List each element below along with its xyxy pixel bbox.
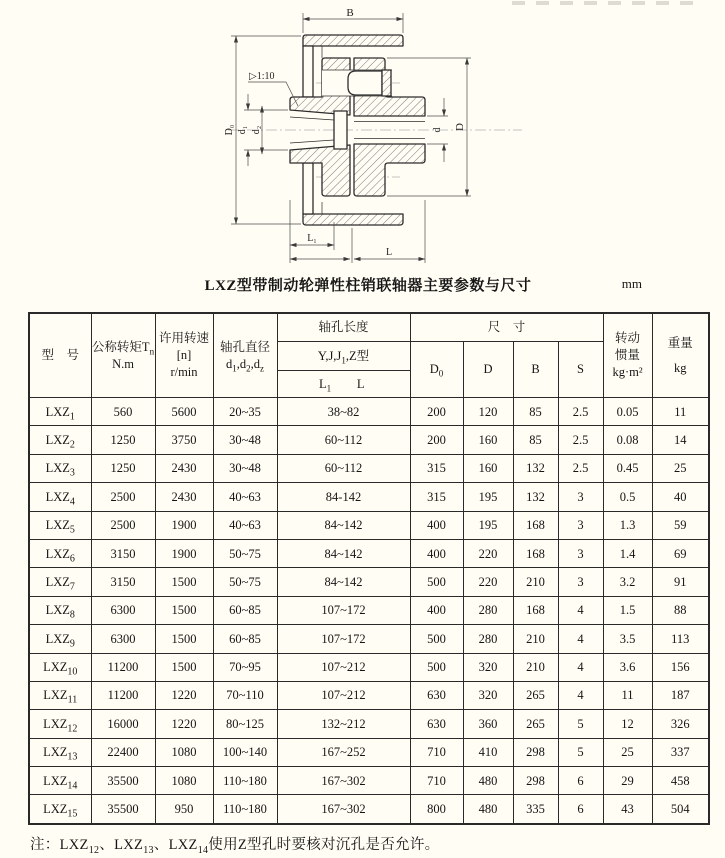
footnote: 注：$LXZ_{12}$、$LXZ_{13}$、$LXZ_{14}$使用Z型孔时要核对沉孔是否允许。 xyxy=(30,837,440,856)
cell-weight: 504 xyxy=(652,795,709,824)
cell-torque: 16000 xyxy=(91,710,155,738)
cell-D0: 500 xyxy=(410,568,463,596)
S-label: S xyxy=(577,362,584,377)
right-hub-bottom-section xyxy=(354,144,425,196)
L1-label: $L_1$ xyxy=(318,376,332,394)
cell-inertia: 11 xyxy=(603,681,652,709)
cell-model: $LXZ_{12}$ xyxy=(29,710,91,738)
cell-torque: 11200 xyxy=(91,681,155,709)
B-label: B xyxy=(531,362,540,377)
page-title: LXZ型带制动轮弹性柱销联轴器主要参数与尺寸 xyxy=(204,278,532,294)
cell-torque: 1250 xyxy=(91,426,155,454)
cell-D: 195 xyxy=(463,483,513,511)
cell-S: 2.5 xyxy=(558,426,603,454)
cell-model: $LXZ_5$ xyxy=(29,511,91,539)
cell-D0: 315 xyxy=(410,454,463,482)
taper-bore-inner-top xyxy=(290,117,334,120)
cell-model: $LXZ_{13}$ xyxy=(29,738,91,766)
cell-speed: 3750 xyxy=(155,426,213,454)
cell-S: 4 xyxy=(558,596,603,624)
cell-bore-length: 84~142 xyxy=(277,539,410,567)
cell-inertia: 25 xyxy=(603,738,652,766)
cell-B: 210 xyxy=(513,568,558,596)
cell-B: 168 xyxy=(513,511,558,539)
cell-weight: 458 xyxy=(652,767,709,795)
cell-D0: 800 xyxy=(410,795,463,824)
cell-B: 265 xyxy=(513,710,558,738)
cell-inertia: 0.5 xyxy=(603,483,652,511)
cell-weight: 40 xyxy=(652,483,709,511)
taper-bore-inner-bottom xyxy=(290,140,334,143)
table-row xyxy=(29,539,709,567)
table-row xyxy=(29,483,709,511)
cell-bore-length: 84-142 xyxy=(277,483,410,511)
brake-drum-top-rim xyxy=(303,35,403,46)
cell-bore-diameter: 30~48 xyxy=(213,454,277,482)
cell-bore-length: 167~302 xyxy=(277,795,410,824)
cell-D0: 400 xyxy=(410,539,463,567)
cell-D0: 630 xyxy=(410,710,463,738)
cell-B: 210 xyxy=(513,625,558,653)
cell-S: 3 xyxy=(558,568,603,596)
torque-unit: N.m xyxy=(112,356,134,371)
cell-model: $LXZ_{11}$ xyxy=(29,681,91,709)
inertia-label-2: 惯量 xyxy=(615,348,641,363)
table-row xyxy=(29,511,709,539)
cell-model: $LXZ_8$ xyxy=(29,596,91,624)
table-row xyxy=(29,454,709,482)
cell-speed: 1080 xyxy=(155,767,213,795)
cell-torque: 6300 xyxy=(91,625,155,653)
cell-inertia: 3.6 xyxy=(603,653,652,681)
L-label: L xyxy=(356,376,365,391)
cell-speed: 950 xyxy=(155,795,213,824)
cell-weight: 156 xyxy=(652,653,709,681)
cell-bore-length: 60~112 xyxy=(277,426,410,454)
cell-D0: 500 xyxy=(410,625,463,653)
cell-S: 4 xyxy=(558,681,603,709)
cell-D: 410 xyxy=(463,738,513,766)
table-row xyxy=(29,653,709,681)
cell-inertia: 1.3 xyxy=(603,511,652,539)
cell-D0: 630 xyxy=(410,681,463,709)
cell-D0: 500 xyxy=(410,653,463,681)
col-header-speed xyxy=(155,313,213,398)
dim-label-B: B xyxy=(346,7,354,19)
pin-retainer xyxy=(382,70,391,96)
cell-bore-diameter: 110~180 xyxy=(213,767,277,795)
cell-torque: 3150 xyxy=(91,568,155,596)
cell-D0: 400 xyxy=(410,511,463,539)
speed-unit: r/min xyxy=(170,364,198,379)
cell-S: 6 xyxy=(558,795,603,824)
cell-bore-length: 167~302 xyxy=(277,767,410,795)
cell-torque: 35500 xyxy=(91,795,155,824)
cell-bore-diameter: 60~85 xyxy=(213,596,277,624)
coupling-section-drawing xyxy=(0,0,725,272)
cell-speed: 1500 xyxy=(155,625,213,653)
cell-torque: 22400 xyxy=(91,738,155,766)
cell-torque: 2500 xyxy=(91,511,155,539)
cell-speed: 1220 xyxy=(155,710,213,738)
cell-B: 335 xyxy=(513,795,558,824)
D-label: D xyxy=(483,362,493,377)
cell-speed: 2430 xyxy=(155,454,213,482)
title-row xyxy=(28,274,708,298)
bore-diameter-label: 轴孔直径 xyxy=(219,339,270,354)
cell-weight: 25 xyxy=(652,454,709,482)
cell-D: 280 xyxy=(463,596,513,624)
inertia-unit: kg·m² xyxy=(612,364,643,379)
cell-model: $LXZ_{10}$ xyxy=(29,653,91,681)
cell-weight: 11 xyxy=(652,398,709,426)
col-header-dimensions xyxy=(410,313,603,342)
cell-bore-length: 107~212 xyxy=(277,653,410,681)
dim-label-L: L xyxy=(385,247,393,258)
table-row xyxy=(29,625,709,653)
cell-B: 210 xyxy=(513,653,558,681)
brake-drum-bottom-wall xyxy=(303,163,313,214)
cell-bore-diameter: 80~125 xyxy=(213,710,277,738)
cell-bore-diameter: 40~63 xyxy=(213,483,277,511)
cell-torque: 3150 xyxy=(91,539,155,567)
cell-weight: 113 xyxy=(652,625,709,653)
col-header-inertia xyxy=(603,313,652,398)
cell-weight: 69 xyxy=(652,539,709,567)
cell-model: $LXZ_1$ xyxy=(29,398,91,426)
cell-speed: 1500 xyxy=(155,596,213,624)
cell-speed: 1900 xyxy=(155,539,213,567)
key-block xyxy=(334,111,347,149)
dim-label-L1: L₁ xyxy=(307,233,317,244)
cell-torque: 1250 xyxy=(91,454,155,482)
table-row xyxy=(29,398,709,426)
col-header-D xyxy=(463,342,513,398)
speed-label: 许用转速 xyxy=(158,331,209,346)
cell-bore-diameter: 110~180 xyxy=(213,795,277,824)
cell-speed: 1220 xyxy=(155,681,213,709)
cell-inertia: 0.45 xyxy=(603,454,652,482)
cell-bore-length: 107~172 xyxy=(277,625,410,653)
cell-bore-diameter: 20~35 xyxy=(213,398,277,426)
cell-D: 195 xyxy=(463,511,513,539)
cell-weight: 337 xyxy=(652,738,709,766)
cell-bore-length: 107~212 xyxy=(277,681,410,709)
table-row xyxy=(29,426,709,454)
cell-weight: 187 xyxy=(652,681,709,709)
table-row xyxy=(29,596,709,624)
cell-inertia: 1.4 xyxy=(603,539,652,567)
col-header-L1-L xyxy=(277,371,410,398)
bore-length-types-label: $Y,J,J_1,Z$型 xyxy=(317,348,370,366)
col-header-model xyxy=(29,313,91,398)
cell-model: $LXZ_7$ xyxy=(29,568,91,596)
cell-inertia: 12 xyxy=(603,710,652,738)
cell-S: 2.5 xyxy=(558,454,603,482)
cell-bore-diameter: 70~110 xyxy=(213,681,277,709)
col-header-bore-length xyxy=(277,313,410,342)
cell-S: 4 xyxy=(558,653,603,681)
weight-unit: kg xyxy=(674,360,687,375)
cell-B: 132 xyxy=(513,454,558,482)
cell-weight: 88 xyxy=(652,596,709,624)
cell-D0: 200 xyxy=(410,398,463,426)
cell-D: 320 xyxy=(463,681,513,709)
cell-B: 298 xyxy=(513,767,558,795)
col-header-torque xyxy=(91,313,155,398)
cell-D0: 710 xyxy=(410,767,463,795)
table-row xyxy=(29,710,709,738)
col-header-bore-length-types xyxy=(277,342,410,371)
cell-inertia: 29 xyxy=(603,767,652,795)
dim-label-D: D xyxy=(454,123,466,131)
cell-bore-length: 84~142 xyxy=(277,568,410,596)
cell-S: 6 xyxy=(558,767,603,795)
cell-D: 280 xyxy=(463,625,513,653)
cell-B: 265 xyxy=(513,681,558,709)
D0-label: $D_0$ xyxy=(429,362,444,379)
bore-length-label: 轴孔长度 xyxy=(318,320,369,335)
cell-inertia: 1.5 xyxy=(603,596,652,624)
torque-label: 公称转矩$T_n$ xyxy=(91,339,155,357)
cell-D: 220 xyxy=(463,539,513,567)
cell-torque: 6300 xyxy=(91,596,155,624)
col-header-D0 xyxy=(410,342,463,398)
cell-B: 298 xyxy=(513,738,558,766)
cell-bore-length: 167~252 xyxy=(277,738,410,766)
cell-bore-diameter: 60~85 xyxy=(213,625,277,653)
table-row xyxy=(29,568,709,596)
cell-D: 360 xyxy=(463,710,513,738)
cell-D: 120 xyxy=(463,398,513,426)
cell-bore-diameter: 30~48 xyxy=(213,426,277,454)
col-header-B xyxy=(513,342,558,398)
cell-weight: 14 xyxy=(652,426,709,454)
bore-diameter-symbols: $d_1,d_2,d_z$ xyxy=(226,356,264,373)
cell-bore-diameter: 50~75 xyxy=(213,539,277,567)
cell-weight: 59 xyxy=(652,511,709,539)
dim-label-d1: d₁ xyxy=(237,125,248,135)
cell-bore-length: 60~112 xyxy=(277,454,410,482)
speed-symbol: [n] xyxy=(176,348,192,363)
cell-D0: 710 xyxy=(410,738,463,766)
cell-D: 480 xyxy=(463,795,513,824)
cell-inertia: 0.08 xyxy=(603,426,652,454)
cell-torque: 2500 xyxy=(91,483,155,511)
weight-label: 重量 xyxy=(667,335,693,350)
cell-D0: 200 xyxy=(410,426,463,454)
cell-B: 168 xyxy=(513,539,558,567)
unit-label: mm xyxy=(621,276,642,291)
cell-weight: 326 xyxy=(652,710,709,738)
inertia-label-1: 转动 xyxy=(615,331,641,346)
cell-D: 320 xyxy=(463,653,513,681)
dim-label-D0: D₀ xyxy=(224,124,235,136)
parameters-table xyxy=(28,312,710,825)
cell-weight: 91 xyxy=(652,568,709,596)
cell-D0: 315 xyxy=(410,483,463,511)
taper-note: ▷1:10 xyxy=(249,71,275,82)
cell-speed: 1500 xyxy=(155,568,213,596)
table-row xyxy=(29,738,709,766)
cell-S: 5 xyxy=(558,738,603,766)
cell-torque: 560 xyxy=(91,398,155,426)
cell-model: $LXZ_2$ xyxy=(29,426,91,454)
cell-model: $LXZ_4$ xyxy=(29,483,91,511)
table-row xyxy=(29,681,709,709)
cell-S: 3 xyxy=(558,539,603,567)
cell-S: 3 xyxy=(558,511,603,539)
cell-D: 160 xyxy=(463,454,513,482)
cell-S: 5 xyxy=(558,710,603,738)
dim-label-d: d xyxy=(432,127,443,133)
cell-D: 220 xyxy=(463,568,513,596)
col-header-model-label: 型 号 xyxy=(41,348,79,363)
col-header-bore-diameter xyxy=(213,313,277,398)
cell-D: 480 xyxy=(463,767,513,795)
cell-model: $LXZ_9$ xyxy=(29,625,91,653)
cell-speed: 2430 xyxy=(155,483,213,511)
cell-model: $LXZ_3$ xyxy=(29,454,91,482)
col-header-S xyxy=(558,342,603,398)
cell-torque: 11200 xyxy=(91,653,155,681)
cell-inertia: 43 xyxy=(603,795,652,824)
cell-D: 160 xyxy=(463,426,513,454)
cell-inertia: 3.5 xyxy=(603,625,652,653)
cell-speed: 1500 xyxy=(155,653,213,681)
cell-S: 3 xyxy=(558,483,603,511)
cell-D0: 400 xyxy=(410,596,463,624)
cell-bore-length: 132~212 xyxy=(277,710,410,738)
cell-inertia: 3.2 xyxy=(603,568,652,596)
cell-bore-length: 84~142 xyxy=(277,511,410,539)
cell-B: 85 xyxy=(513,398,558,426)
table-row xyxy=(29,795,709,824)
cell-bore-length: 107~172 xyxy=(277,596,410,624)
cell-speed: 1900 xyxy=(155,511,213,539)
cell-B: 132 xyxy=(513,483,558,511)
cell-bore-diameter: 70~95 xyxy=(213,653,277,681)
cell-bore-diameter: 100~140 xyxy=(213,738,277,766)
cell-S: 2.5 xyxy=(558,398,603,426)
cell-speed: 1080 xyxy=(155,738,213,766)
elastic-pin xyxy=(348,71,382,95)
cell-bore-diameter: 40~63 xyxy=(213,511,277,539)
col-header-weight xyxy=(652,313,709,398)
dim-label-d2: d₂ xyxy=(251,125,262,135)
cell-inertia: 0.05 xyxy=(603,398,652,426)
dimensions-label: 尺 寸 xyxy=(487,320,526,335)
brake-drum-bottom-rim xyxy=(303,214,403,225)
cell-speed: 5600 xyxy=(155,398,213,426)
cell-bore-length: 38~82 xyxy=(277,398,410,426)
cell-model: $LXZ_{14}$ xyxy=(29,767,91,795)
cell-B: 85 xyxy=(513,426,558,454)
cell-model: $LXZ_6$ xyxy=(29,539,91,567)
cell-bore-diameter: 50~75 xyxy=(213,568,277,596)
table-row xyxy=(29,767,709,795)
cell-torque: 35500 xyxy=(91,767,155,795)
cell-model: $LXZ_{15}$ xyxy=(29,795,91,824)
cell-B: 168 xyxy=(513,596,558,624)
cell-S: 4 xyxy=(558,625,603,653)
left-hub-bottom-section xyxy=(290,145,350,196)
brake-drum-top-wall xyxy=(303,46,313,97)
